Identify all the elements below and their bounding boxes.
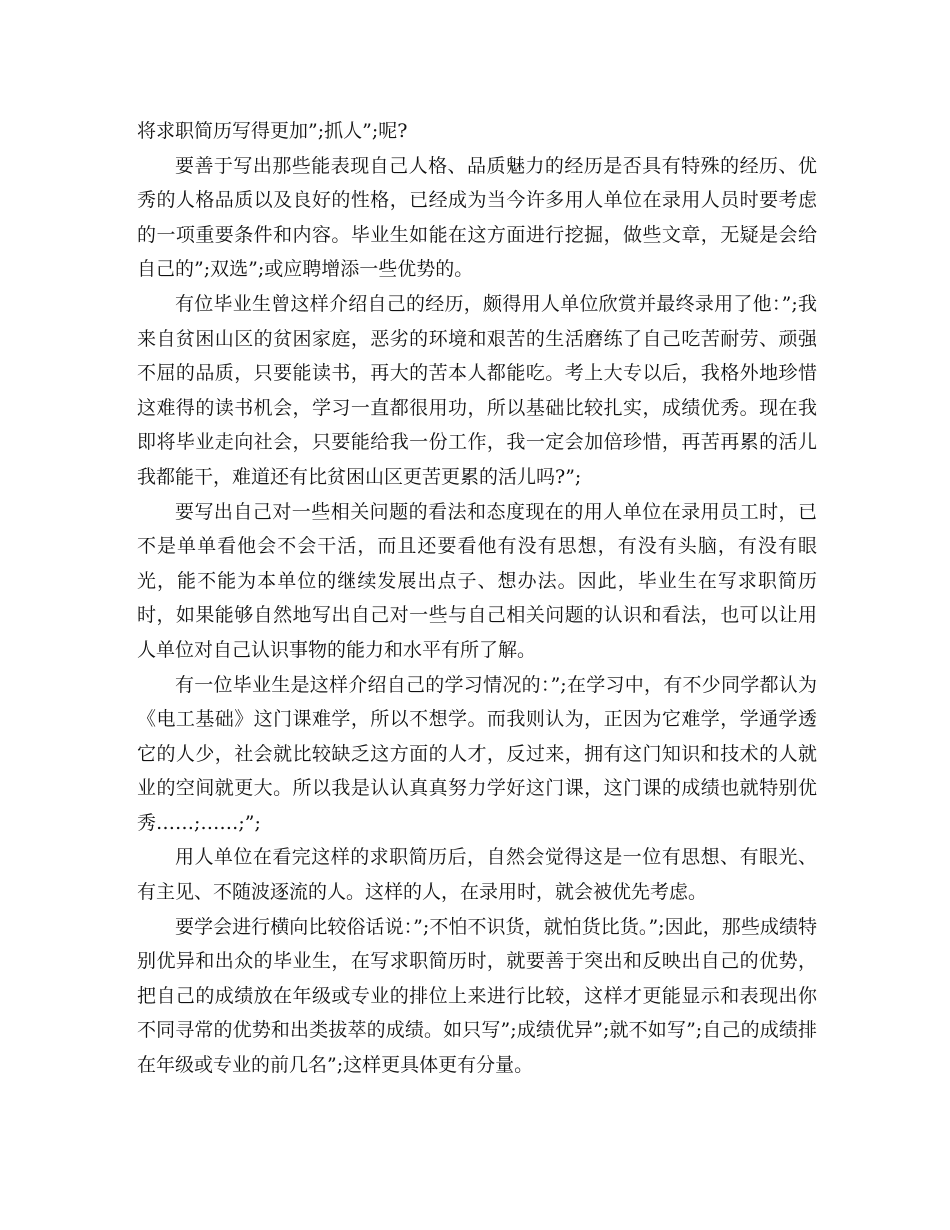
document-body [137,114,817,1083]
paragraph-4: 要写出自己对一些相关问题的看法和态度现在的用人单位在录用员工时，已不是单单看他会不会干活，而且还要看他有没有思想，有没有头脑，有没有眼光，能不能为本单位的继续发展出点子、想办法。因此，毕业生在写求职简历时，如果能够自然地写出自己对一些与自己相关问题的认识和看法，也可以让用人单位对自己认识事物的能力和水平有所了解。 [137,500,817,661]
paragraph-2: 要善于写出那些能表现自己人格、品质魅力的经历是否具有特殊的经历、优秀的人格品质以及良好的性格，已经成为当今许多用人单位在录用人员时要考虑的一项重要条件和内容。毕业生如能在这方面进行挖掘，做些文章，无疑是会给自己的”;双选”;或应聘增添一些优势的。 [137,154,817,281]
paragraph-3: 有位毕业生曾这样介绍自己的经历，颇得用人单位欣赏并最终录用了他：”;我来自贫困山区的贫困家庭，恶劣的环境和艰苦的生活磨练了自己吃苦耐劳、顽强不屈的品质，只要能读书，再大的苦本人都能吃。考上大专以后，我格外地珍惜这难得的读书机会，学习一直都很用功，所以基础比较扎实，成绩优秀。现在我即将毕业走向社会，只要能给我一份工作，我一定会加倍珍惜，再苦再累的活儿我都能干，难道还有比贫困山区更苦更累的活儿吗?”; [137,292,817,488]
paragraph-1: 将求职简历写得更加”;抓人”;呢? [137,120,408,142]
paragraph-7: 要学会进行横向比较俗话说：”;不怕不识货，就怕货比货。”;因此，那些成绩特别优异和出众的毕业生，在写求职简历时，就要善于突出和反映出自己的优势，把自己的成绩放在年级或专业的排位上来进行比较，这样才更能显示和表现出你不同寻常的优势和出类拔萃的成绩。如只写”;成绩优异”;就不如写”;自己的成绩排在年级或专业的前几名”;这样更具体更有分量。 [137,915,817,1077]
paragraph-5: 有一位毕业生是这样介绍自己的学习情况的：”;在学习中，有不少同学都认为《电工基础》这门课难学，所以不想学。而我则认为，正因为它难学，学通学透它的人少，社会就比较缺乏这方面的人才，反过来，拥有这门知识和技术的人就业的空间就更大。所以我是认认真真努力学好这门课，这门课的成绩也就特别优秀……;……;”; [137,673,817,834]
paragraph-6: 用人单位在看完这样的求职简历后，自然会觉得这是一位有思想、有眼光、有主见、不随波逐流的人。这样的人，在录用时，就会被优先考虑。 [137,846,817,904]
